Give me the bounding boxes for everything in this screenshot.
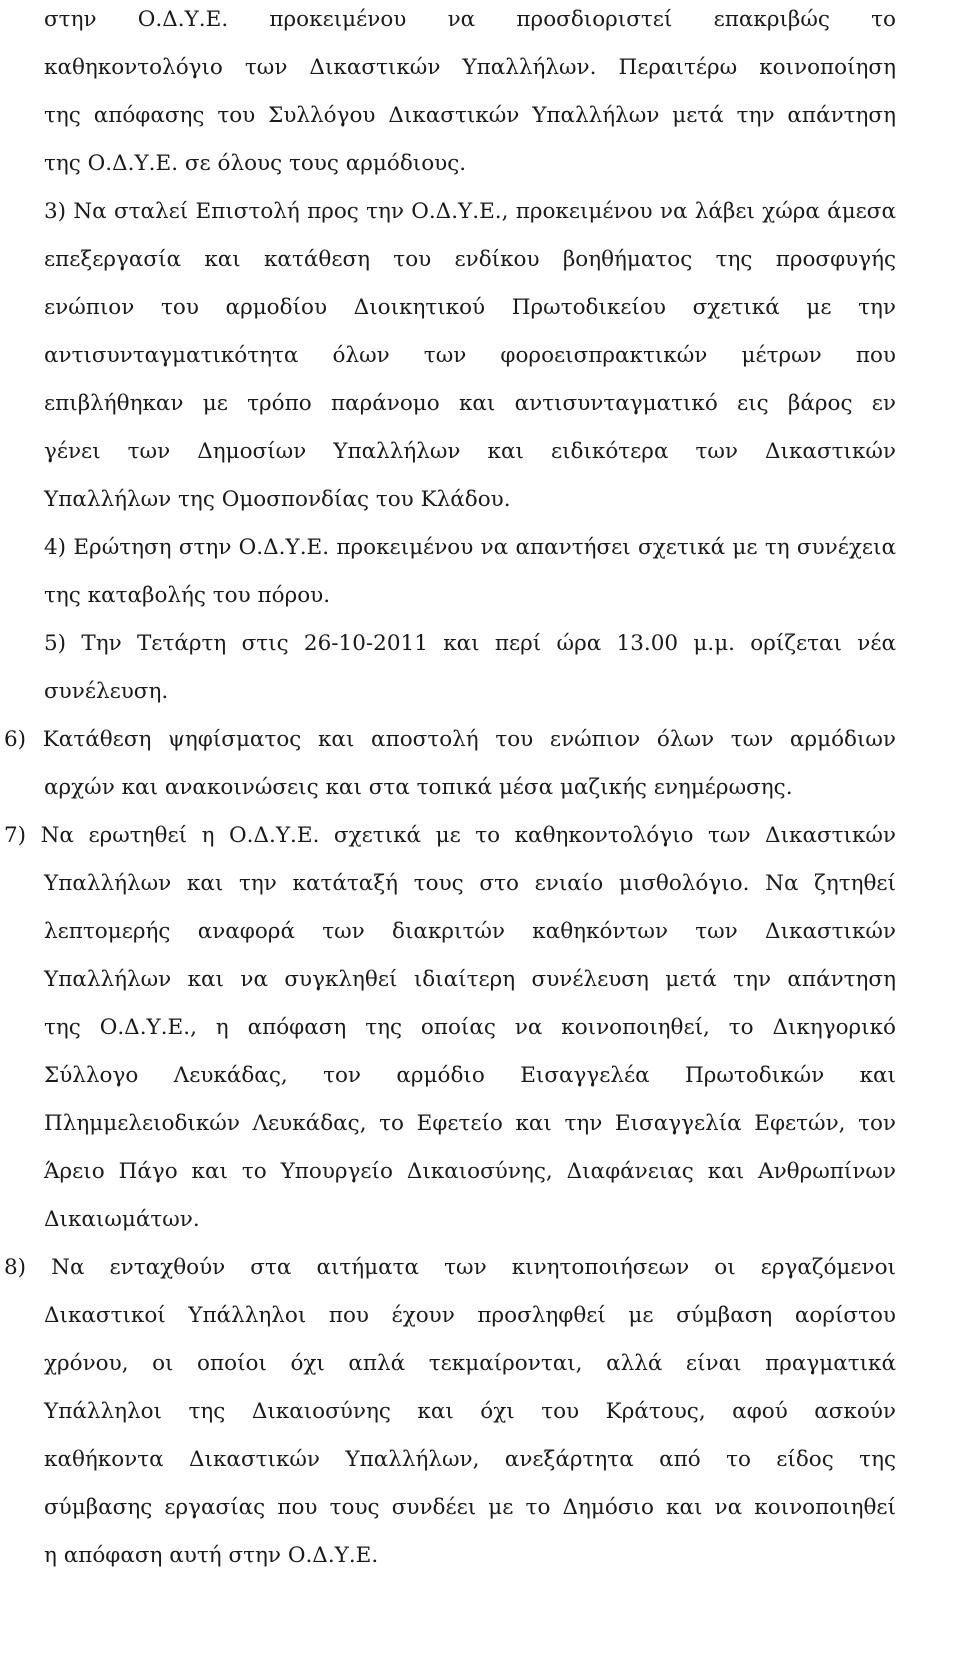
text-line: στην Ο.Δ.Υ.Ε. προκειμένου να προσδιοριστεί επακριβώς το bbox=[44, 7, 896, 32]
text-line: Δικαιωμάτων. bbox=[44, 1207, 200, 1232]
text-line: Υπάλληλοι της Δικαιοσύνης και όχι του Κράτους, αφού ασκούν bbox=[44, 1399, 896, 1424]
text-line: καθήκοντα Δικαστικών Υπαλλήλων, ανεξάρτητα από το είδος της bbox=[44, 1447, 896, 1472]
text-line: Σύλλογο Λευκάδας, τον αρμόδιο Εισαγγελέα Πρωτοδικών και bbox=[44, 1063, 896, 1088]
text-line: επιβλήθηκαν με τρόπο παράνομο και αντισυνταγματικό εις βάρος εν bbox=[44, 391, 896, 416]
text-line: η απόφαση αυτή στην Ο.Δ.Υ.Ε. bbox=[44, 1543, 379, 1568]
text-line: ενώπιον του αρμοδίου Διοικητικού Πρωτοδικείου σχετικά με την bbox=[44, 295, 896, 320]
text-line: χρόνου, οι οποίοι όχι απλά τεκμαίρονται, αλλά είναι πραγματικά bbox=[44, 1351, 896, 1376]
text-line: αρχών και ανακοινώσεις και στα τοπικά μέσα μαζικής ενημέρωσης. bbox=[44, 775, 793, 800]
text-line: της Ο.Δ.Υ.Ε. σε όλους τους αρμόδιους. bbox=[44, 151, 467, 176]
text-line: καθηκοντολόγιο των Δικαστικών Υπαλλήλων. Περαιτέρω κοινοποίηση bbox=[44, 55, 896, 80]
text-line: συνέλευση. bbox=[44, 679, 169, 704]
text-line: της Ο.Δ.Υ.Ε., η απόφαση της οποίας να κοινοποιηθεί, το Δικηγορικό bbox=[44, 1015, 896, 1040]
text-line: Υπαλλήλων και να συγκληθεί ιδιαίτερη συνέλευση μετά την απάντηση bbox=[44, 967, 896, 992]
text-line: αντισυνταγματικότητα όλων των φοροεισπρακτικών μέτρων που bbox=[44, 343, 896, 368]
text-line: Υπαλλήλων και την κατάταξή τους στο ενιαίο μισθολόγιο. Να ζητηθεί bbox=[44, 871, 896, 896]
text-line: της καταβολής του πόρου. bbox=[44, 583, 331, 608]
text-line: της απόφασης του Συλλόγου Δικαστικών Υπαλλήλων μετά την απάντηση bbox=[44, 103, 896, 128]
list-item-5-first-line: 5) Την Τετάρτη στις 26-10-2011 και περί ώρα 13.00 μ.μ. ορίζεται νέα bbox=[44, 631, 896, 656]
text-line: σύμβασης εργασίας που τους συνδέει με το Δημόσιο και να κοινοποιηθεί bbox=[44, 1495, 896, 1520]
text-line: Άρειο Πάγο και το Υπουργείο Δικαιοσύνης, Διαφάνειας και Ανθρωπίνων bbox=[44, 1159, 896, 1184]
text-line: επεξεργασία και κατάθεση του ενδίκου βοηθήματος της προσφυγής bbox=[44, 247, 896, 272]
text-line: λεπτομερής αναφορά των διακριτών καθηκόντων των Δικαστικών bbox=[44, 919, 896, 944]
text-line: Πλημμελειοδικών Λευκάδας, το Εφετείο και την Εισαγγελία Εφετών, τον bbox=[44, 1111, 896, 1136]
text-line: Υπαλλήλων της Ομοσπονδίας του Κλάδου. bbox=[44, 487, 511, 512]
text-line: γένει των Δημοσίων Υπαλλήλων και ειδικότερα των Δικαστικών bbox=[44, 439, 896, 464]
text-line: Δικαστικοί Υπάλληλοι που έχουν προσληφθεί με σύμβαση αορίστου bbox=[44, 1303, 896, 1328]
list-item-8-first-line: 8) Να ενταχθούν στα αιτήματα των κινητοποιήσεων οι εργαζόμενοι bbox=[4, 1255, 896, 1280]
list-item-7-first-line: 7) Να ερωτηθεί η Ο.Δ.Υ.Ε. σχετικά με το καθηκοντολόγιο των Δικαστικών bbox=[4, 823, 896, 848]
list-item-6-first-line: 6) Κατάθεση ψηφίσματος και αποστολή του ενώπιον όλων των αρμόδιων bbox=[4, 727, 896, 752]
list-item-4-first-line: 4) Ερώτηση στην Ο.Δ.Υ.Ε. προκειμένου να απαντήσει σχετικά με τη συνέχεια bbox=[44, 535, 896, 560]
list-item-3-first-line: 3) Να σταλεί Επιστολή προς την Ο.Δ.Υ.Ε., προκειμένου να λάβει χώρα άμεσα bbox=[44, 199, 896, 224]
